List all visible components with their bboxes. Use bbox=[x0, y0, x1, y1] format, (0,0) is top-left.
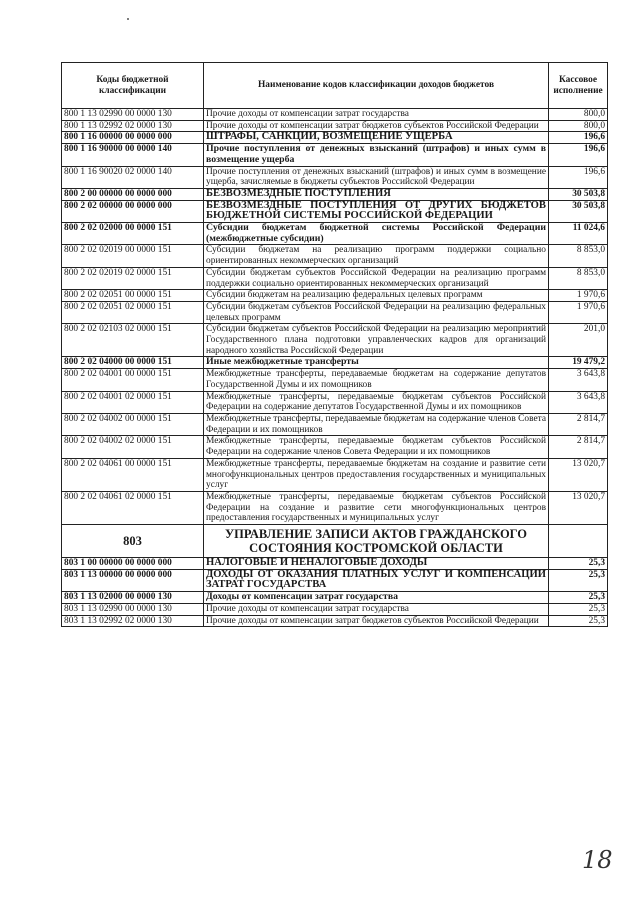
table-row bbox=[62, 109, 608, 121]
row-code: 803 bbox=[62, 525, 204, 558]
table-row bbox=[62, 436, 608, 458]
row-code: 800 2 02 02103 02 0000 151 bbox=[62, 324, 204, 357]
row-amount: 25,3 bbox=[549, 558, 608, 570]
row-code: 800 1 16 90000 00 0000 140 bbox=[62, 144, 204, 166]
table-row bbox=[62, 391, 608, 413]
row-code: 803 1 13 02000 00 0000 130 bbox=[62, 592, 204, 604]
row-name: НАЛОГОВЫЕ И НЕНАЛОГОВЫЕ ДОХОДЫ bbox=[204, 558, 549, 570]
row-amount: 11 024,6 bbox=[549, 223, 608, 245]
row-name: Субсидии бюджетам бюджетной системы Российской Федерации (межбюджетные субсидии) bbox=[204, 223, 549, 245]
table-row bbox=[62, 290, 608, 302]
row-code: 800 1 13 02990 00 0000 130 bbox=[62, 109, 204, 121]
row-code: 800 1 16 90020 02 0000 140 bbox=[62, 166, 204, 188]
row-name: Прочие доходы от компенсации затрат государства bbox=[204, 109, 549, 121]
table-row bbox=[62, 491, 608, 524]
row-name: Межбюджетные трансферты, передаваемые бюджетам субъектов Российской Федерации на содержание депутатов Государственной Думы и их помощников bbox=[204, 391, 549, 413]
row-code: 800 2 02 04000 00 0000 151 bbox=[62, 357, 204, 369]
row-amount: 25,3 bbox=[549, 569, 608, 591]
row-amount: 30 503,8 bbox=[549, 200, 608, 222]
row-name: Субсидии бюджетам на реализацию программ поддержки социально ориентированных некоммерческих организаций bbox=[204, 245, 549, 267]
row-name: Прочие поступления от денежных взысканий (штрафов) и иных сумм в возмещение ущерба, зачисляемые в бюджеты субъектов Российской Федерации bbox=[204, 166, 549, 188]
row-code: 803 1 13 02992 02 0000 130 bbox=[62, 615, 204, 627]
row-name: Прочие доходы от компенсации затрат бюджетов субъектов Российской Федерации bbox=[204, 120, 549, 132]
budget-revenue-table bbox=[61, 62, 608, 627]
row-amount: 3 643,8 bbox=[549, 369, 608, 391]
row-name: Субсидии бюджетам субъектов Российской Федерации на реализацию программ поддержки социально ориентированных некоммерческих организаций bbox=[204, 267, 549, 289]
row-code: 800 2 02 02051 00 0000 151 bbox=[62, 290, 204, 302]
header-amount: Кассовое исполнение bbox=[549, 63, 608, 109]
row-code: 803 1 13 02990 00 0000 130 bbox=[62, 603, 204, 615]
row-code: 800 2 02 04002 00 0000 151 bbox=[62, 413, 204, 435]
row-amount: 2 814,7 bbox=[549, 413, 608, 435]
table-row bbox=[62, 369, 608, 391]
row-code: 800 2 02 02000 00 0000 151 bbox=[62, 223, 204, 245]
row-code: 800 2 02 04001 02 0000 151 bbox=[62, 391, 204, 413]
header-codes: Коды бюджетной классификации bbox=[62, 63, 204, 109]
row-name: Межбюджетные трансферты, передаваемые бюджетам на содержание членов Совета Федерации и их помощников bbox=[204, 413, 549, 435]
row-amount: 196,6 bbox=[549, 132, 608, 144]
row-amount: 1 970,6 bbox=[549, 290, 608, 302]
table-row bbox=[62, 301, 608, 323]
table-row bbox=[62, 525, 608, 558]
row-name: Межбюджетные трансферты, передаваемые бюджетам на создание и развитие сети многофункциональных центров предоставления государственных и муниципальных услуг bbox=[204, 458, 549, 491]
row-name: БЕЗВОЗМЕЗДНЫЕ ПОСТУПЛЕНИЯ bbox=[204, 188, 549, 200]
table-row bbox=[62, 413, 608, 435]
row-amount: 800,0 bbox=[549, 109, 608, 121]
row-amount: 13 020,7 bbox=[549, 458, 608, 491]
table-row bbox=[62, 569, 608, 591]
row-code: 800 2 02 04061 00 0000 151 bbox=[62, 458, 204, 491]
row-code: 800 2 02 04001 00 0000 151 bbox=[62, 369, 204, 391]
row-name: БЕЗВОЗМЕЗДНЫЕ ПОСТУПЛЕНИЯ ОТ ДРУГИХ БЮДЖЕТОВ БЮДЖЕТНОЙ СИСТЕМЫ РОССИЙСКОЙ ФЕДЕРАЦИИ bbox=[204, 200, 549, 222]
header-names: Наименование кодов классификации доходов бюджетов bbox=[204, 63, 549, 109]
row-code: 803 1 13 00000 00 0000 000 bbox=[62, 569, 204, 591]
table-row bbox=[62, 267, 608, 289]
table-row bbox=[62, 458, 608, 491]
row-amount: 196,6 bbox=[549, 166, 608, 188]
table-row bbox=[62, 188, 608, 200]
row-amount: 30 503,8 bbox=[549, 188, 608, 200]
table-row bbox=[62, 144, 608, 166]
row-name: Межбюджетные трансферты, передаваемые бюджетам субъектов Российской Федерации на содержание членов Совета Федерации и их помощников bbox=[204, 436, 549, 458]
row-amount bbox=[549, 525, 608, 558]
row-name: ДОХОДЫ ОТ ОКАЗАНИЯ ПЛАТНЫХ УСЛУГ И КОМПЕНСАЦИИ ЗАТРАТ ГОСУДАРСТВА bbox=[204, 569, 549, 591]
row-name: Прочие доходы от компенсации затрат государства bbox=[204, 603, 549, 615]
table-row bbox=[62, 603, 608, 615]
row-amount: 8 853,0 bbox=[549, 245, 608, 267]
row-amount: 13 020,7 bbox=[549, 491, 608, 524]
table-header-row bbox=[62, 63, 608, 109]
row-amount: 25,3 bbox=[549, 592, 608, 604]
row-name: Субсидии бюджетам на реализацию федеральных целевых программ bbox=[204, 290, 549, 302]
row-name: Доходы от компенсации затрат государства bbox=[204, 592, 549, 604]
table-row bbox=[62, 615, 608, 627]
row-amount: 1 970,6 bbox=[549, 301, 608, 323]
row-amount: 25,3 bbox=[549, 603, 608, 615]
row-code: 800 1 16 00000 00 0000 000 bbox=[62, 132, 204, 144]
row-code: 800 2 00 00000 00 0000 000 bbox=[62, 188, 204, 200]
page-number: 18 bbox=[582, 846, 613, 874]
scan-speck bbox=[127, 18, 129, 20]
row-code: 800 2 02 04002 02 0000 151 bbox=[62, 436, 204, 458]
table-row bbox=[62, 166, 608, 188]
row-name: УПРАВЛЕНИЕ ЗАПИСИ АКТОВ ГРАЖДАНСКОГО СОСТОЯНИЯ КОСТРОМСКОЙ ОБЛАСТИ bbox=[204, 525, 549, 558]
table-row bbox=[62, 245, 608, 267]
row-code: 803 1 00 00000 00 0000 000 bbox=[62, 558, 204, 570]
row-amount: 8 853,0 bbox=[549, 267, 608, 289]
row-name: Иные межбюджетные трансферты bbox=[204, 357, 549, 369]
row-code: 800 2 02 02019 00 0000 151 bbox=[62, 245, 204, 267]
row-code: 800 1 13 02992 02 0000 130 bbox=[62, 120, 204, 132]
table-row bbox=[62, 357, 608, 369]
table-row bbox=[62, 592, 608, 604]
table-row bbox=[62, 558, 608, 570]
row-name: Межбюджетные трансферты, передаваемые бюджетам субъектов Российской Федерации на создание и развитие сети многофункциональных центров предоставления государственных и муниципальных услуг bbox=[204, 491, 549, 524]
row-amount: 201,0 bbox=[549, 324, 608, 357]
row-code: 800 2 02 00000 00 0000 000 bbox=[62, 200, 204, 222]
row-name: Субсидии бюджетам субъектов Российской Федерации на реализацию федеральных целевых программ bbox=[204, 301, 549, 323]
row-amount: 25,3 bbox=[549, 615, 608, 627]
row-name: Прочие доходы от компенсации затрат бюджетов субъектов Российской Федерации bbox=[204, 615, 549, 627]
row-amount: 196,6 bbox=[549, 144, 608, 166]
row-name: Межбюджетные трансферты, передаваемые бюджетам на содержание депутатов Государственной Думы и их помощников bbox=[204, 369, 549, 391]
row-amount: 19 479,2 bbox=[549, 357, 608, 369]
row-code: 800 2 02 02019 02 0000 151 bbox=[62, 267, 204, 289]
table-row bbox=[62, 120, 608, 132]
table-body bbox=[62, 109, 608, 627]
table-row bbox=[62, 223, 608, 245]
row-name: Субсидии бюджетам субъектов Российской Федерации на реализацию мероприятий Государственного плана подготовки управленческих кадров для организаций народного хозяйства Российской Федерации bbox=[204, 324, 549, 357]
row-name: Прочие поступления от денежных взысканий (штрафов) и иных сумм в возмещение ущерба bbox=[204, 144, 549, 166]
row-code: 800 2 02 04061 02 0000 151 bbox=[62, 491, 204, 524]
row-amount: 2 814,7 bbox=[549, 436, 608, 458]
table-row bbox=[62, 324, 608, 357]
table-row bbox=[62, 200, 608, 222]
row-code: 800 2 02 02051 02 0000 151 bbox=[62, 301, 204, 323]
row-name: ШТРАФЫ, САНКЦИИ, ВОЗМЕЩЕНИЕ УЩЕРБА bbox=[204, 132, 549, 144]
row-amount: 800,0 bbox=[549, 120, 608, 132]
row-amount: 3 643,8 bbox=[549, 391, 608, 413]
table-row bbox=[62, 132, 608, 144]
